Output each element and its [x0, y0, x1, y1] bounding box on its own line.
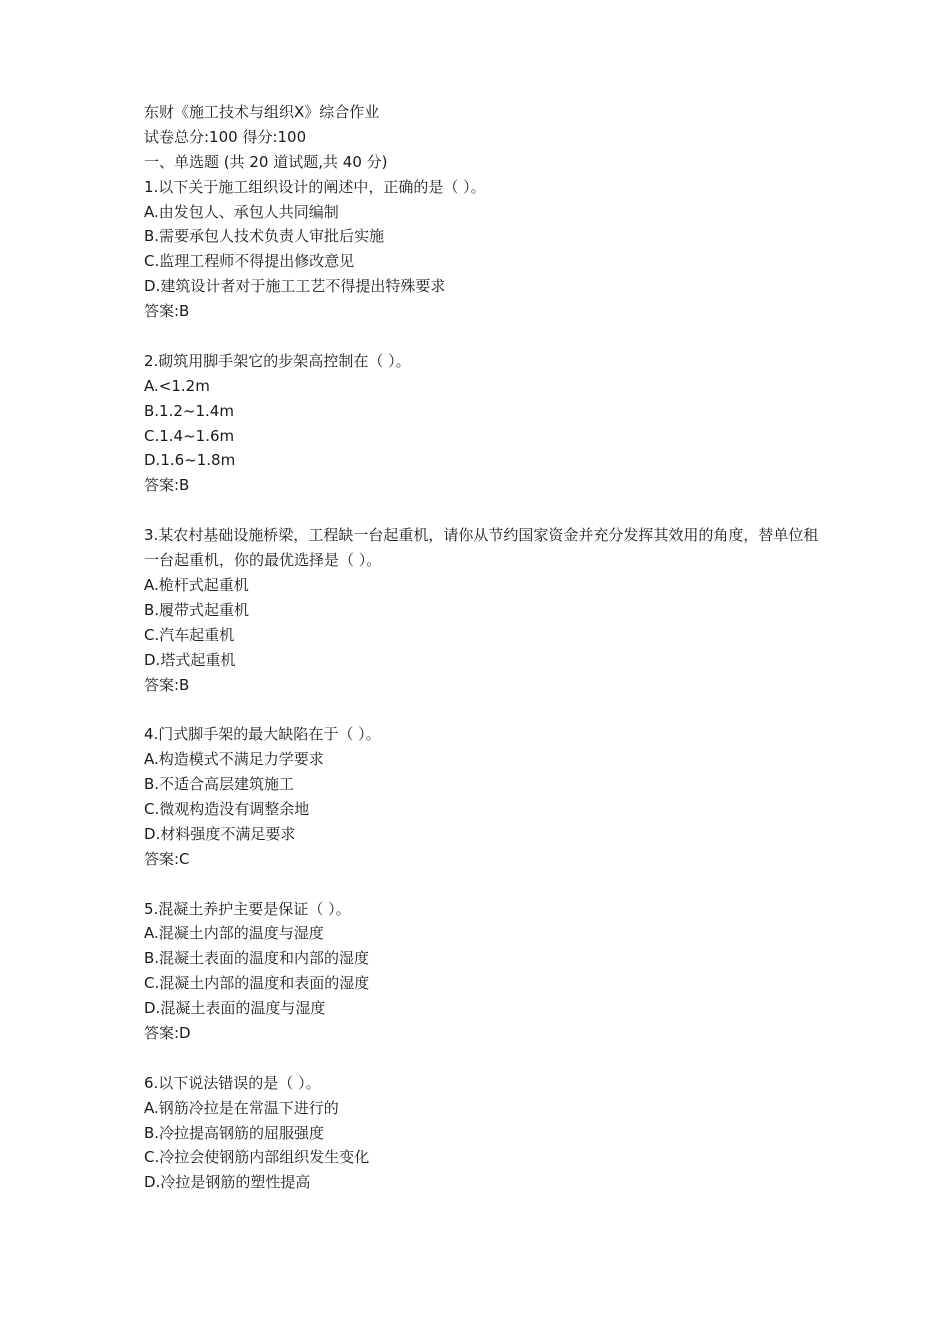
question-stem: 6.以下说法错误的是（ ）。: [144, 1073, 321, 1092]
answer: 答案:C: [144, 849, 190, 868]
option-b: B.需要承包人技术负责人审批后实施: [144, 227, 385, 246]
option-a: A.<1.2m: [144, 376, 210, 395]
option-c: C.1.4~1.6m: [144, 426, 235, 445]
option-a: A.桅杆式起重机: [144, 575, 249, 594]
option-a: A.钢筋冷拉是在常温下进行的: [144, 1098, 339, 1117]
question-1: [144, 175, 824, 324]
option-c: C.监理工程师不得提出修改意见: [144, 252, 355, 271]
option-d: D.1.6~1.8m: [144, 451, 236, 470]
answer: 答案:D: [144, 1023, 191, 1042]
option-a: A.混凝土内部的温度与湿度: [144, 924, 324, 943]
section-heading: 一、单选题 (共 20 道试题,共 40 分): [144, 152, 388, 171]
option-d: D.混凝土表面的温度与湿度: [144, 999, 326, 1018]
question-3: [144, 523, 824, 697]
document-title: 东财《施工技术与组织X》综合作业: [144, 103, 380, 121]
question-5: [144, 897, 824, 1046]
score-line: 试卷总分:100 得分:100: [144, 127, 307, 146]
option-b: B.混凝土表面的温度和内部的湿度: [144, 949, 370, 968]
question-6: [144, 1071, 824, 1195]
option-d: D.冷拉是钢筋的塑性提高: [144, 1173, 311, 1192]
option-c: C.冷拉会使钢筋内部组织发生变化: [144, 1148, 370, 1167]
document-page: [144, 100, 824, 1195]
question-2: [144, 349, 824, 498]
option-b: B.冷拉提高钢筋的屈服强度: [144, 1123, 325, 1142]
answer: 答案:B: [144, 476, 190, 495]
question-stem: 2.砌筑用脚手架它的步架高控制在（ ）。: [144, 351, 411, 370]
option-c: C.汽车起重机: [144, 625, 235, 644]
option-b: B.履带式起重机: [144, 600, 250, 619]
option-a: A.构造模式不满足力学要求: [144, 750, 324, 769]
option-c: C.混凝土内部的温度和表面的湿度: [144, 974, 370, 993]
answer: 答案:B: [144, 675, 190, 694]
option-b: B.1.2~1.4m: [144, 401, 234, 420]
question-stem: 4.门式脚手架的最大缺陷在于（ ）。: [144, 725, 381, 744]
question-4: [144, 722, 824, 871]
option-d: D.材料强度不满足要求: [144, 824, 296, 843]
answer: 答案:B: [144, 302, 190, 321]
option-d: D.塔式起重机: [144, 650, 236, 669]
question-stem: 3.某农村基础设施桥梁，工程缺一台起重机，请你从节约国家资金并充分发挥其效用的角度，替单位租一台起重机，你的最优选择是（ ）。: [144, 526, 819, 570]
option-b: B.不适合高层建筑施工: [144, 775, 295, 794]
question-stem: 5.混凝土养护主要是保证（ ）。: [144, 899, 351, 918]
question-stem: 1.以下关于施工组织设计的阐述中，正确的是（ ）。: [144, 177, 486, 196]
option-c: C.微观构造没有调整余地: [144, 799, 310, 818]
option-a: A.由发包人、承包人共同编制: [144, 202, 339, 221]
option-d: D.建筑设计者对于施工工艺不得提出特殊要求: [144, 277, 446, 296]
